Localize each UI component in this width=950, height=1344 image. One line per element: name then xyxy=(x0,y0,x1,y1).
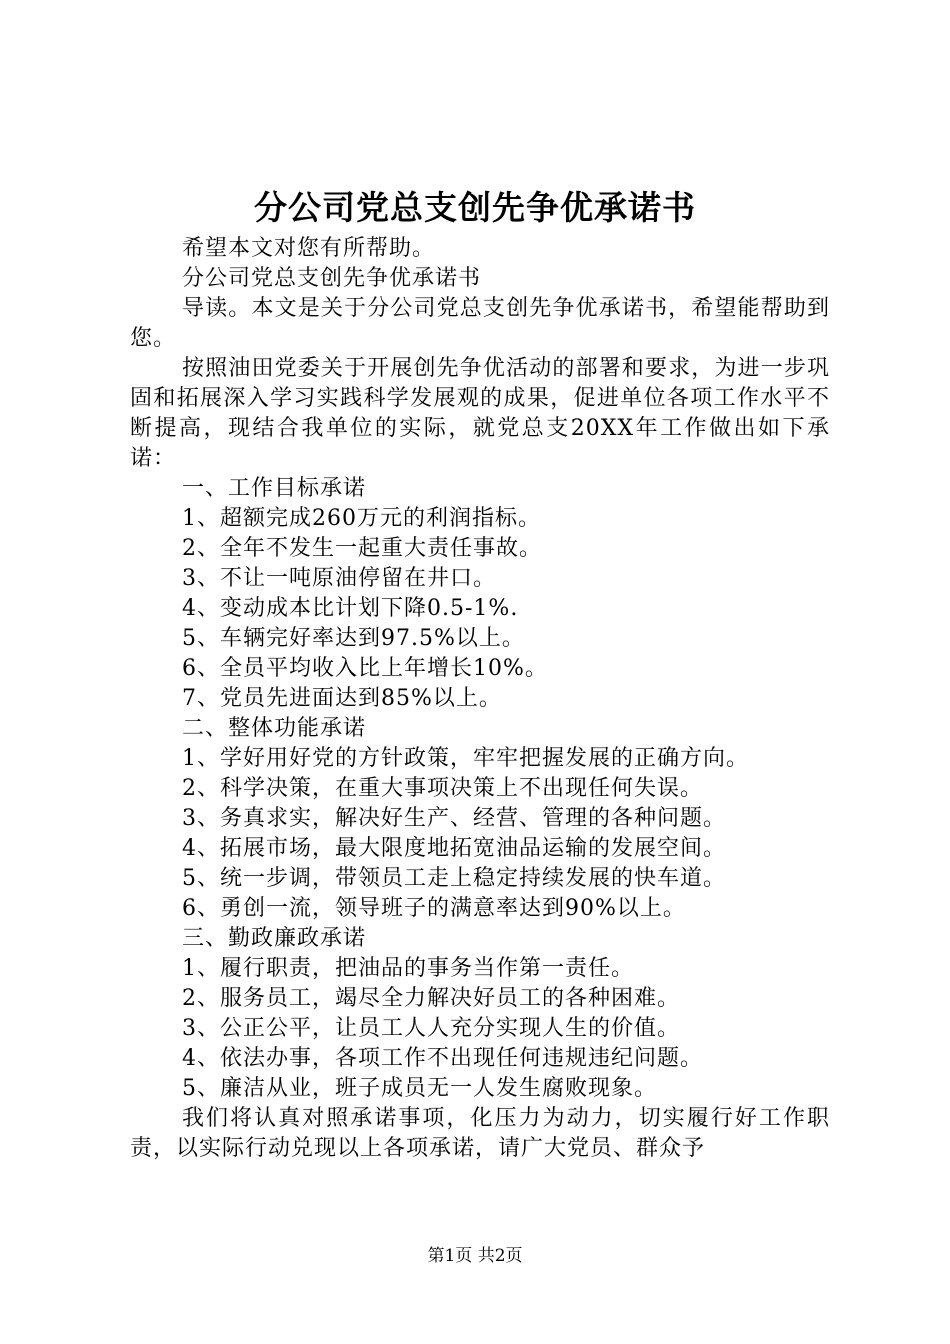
list-item: 2、科学决策，在重大事项决策上不出现任何失误。 xyxy=(182,776,703,801)
list-item: 1、履行职责，把油品的事务当作第一责任。 xyxy=(182,956,634,981)
list-item: 3、不让一吨原油停留在井口。 xyxy=(182,566,496,591)
paragraph-preamble: 按照油田党委关于开展创先争优活动的部署和要求，为进一步巩固和拓展深入学习实践科学发展观的成果，促进单位各项工作水平不断提高，现结合我单位的实际，就党总支20XX年工作做出如下承诺： xyxy=(130,356,830,471)
section-heading-1: 一、工作目标承诺 xyxy=(182,476,367,501)
list-item: 5、车辆完好率达到97.5%以上。 xyxy=(182,626,525,651)
list-item: 4、变动成本比计划下降0.5-1%. xyxy=(182,596,519,621)
list-item: 5、统一步调，带领员工走上稳定持续发展的快车道。 xyxy=(182,866,726,891)
list-item: 4、拓展市场，最大限度地拓宽油品运输的发展空间。 xyxy=(182,836,726,861)
list-item: 3、公正公平，让员工人人充分实现人生的价值。 xyxy=(182,1016,680,1041)
list-item: 1、超额完成260万元的利润指标。 xyxy=(182,506,541,531)
paragraph-subtitle: 分公司党总支创先争优承诺书 xyxy=(182,266,482,291)
list-item: 4、依法办事，各项工作不出现任何违规违纪问题。 xyxy=(182,1046,703,1071)
page-number-footer: 第1页 共2页 xyxy=(427,1246,523,1266)
list-item: 5、廉洁从业，班子成员无一人发生腐败现象。 xyxy=(182,1076,657,1101)
list-item: 3、务真求实，解决好生产、经营、管理的各种问题。 xyxy=(182,806,726,831)
list-item: 2、服务员工，竭尽全力解决好员工的各种困难。 xyxy=(182,986,680,1011)
section-heading-3: 三、勤政廉政承诺 xyxy=(182,926,367,951)
list-item: 1、学好用好党的方针政策，牢牢把握发展的正确方向。 xyxy=(182,746,749,771)
document-title: 分公司党总支创先争优承诺书 xyxy=(254,188,696,227)
list-item: 6、全员平均收入比上年增长10%。 xyxy=(182,656,548,681)
list-item: 7、党员先进面达到85%以上。 xyxy=(182,686,502,711)
list-item: 6、勇创一流，领导班子的满意率达到90%以上。 xyxy=(182,896,686,921)
paragraph-closing: 我们将认真对照承诺事项，化压力为动力，切实履行好工作职责，以实际行动兑现以上各项承诺，请广大党员、群众予 xyxy=(130,1106,830,1161)
document-body xyxy=(130,234,830,1164)
section-heading-2: 二、整体功能承诺 xyxy=(182,716,367,741)
list-item: 2、全年不发生一起重大责任事故。 xyxy=(182,536,542,561)
paragraph-lead: 导读。本文是关于分公司党总支创先争优承诺书，希望能帮助到您。 xyxy=(130,296,830,351)
paragraph-intro: 希望本文对您有所帮助。 xyxy=(182,236,436,261)
